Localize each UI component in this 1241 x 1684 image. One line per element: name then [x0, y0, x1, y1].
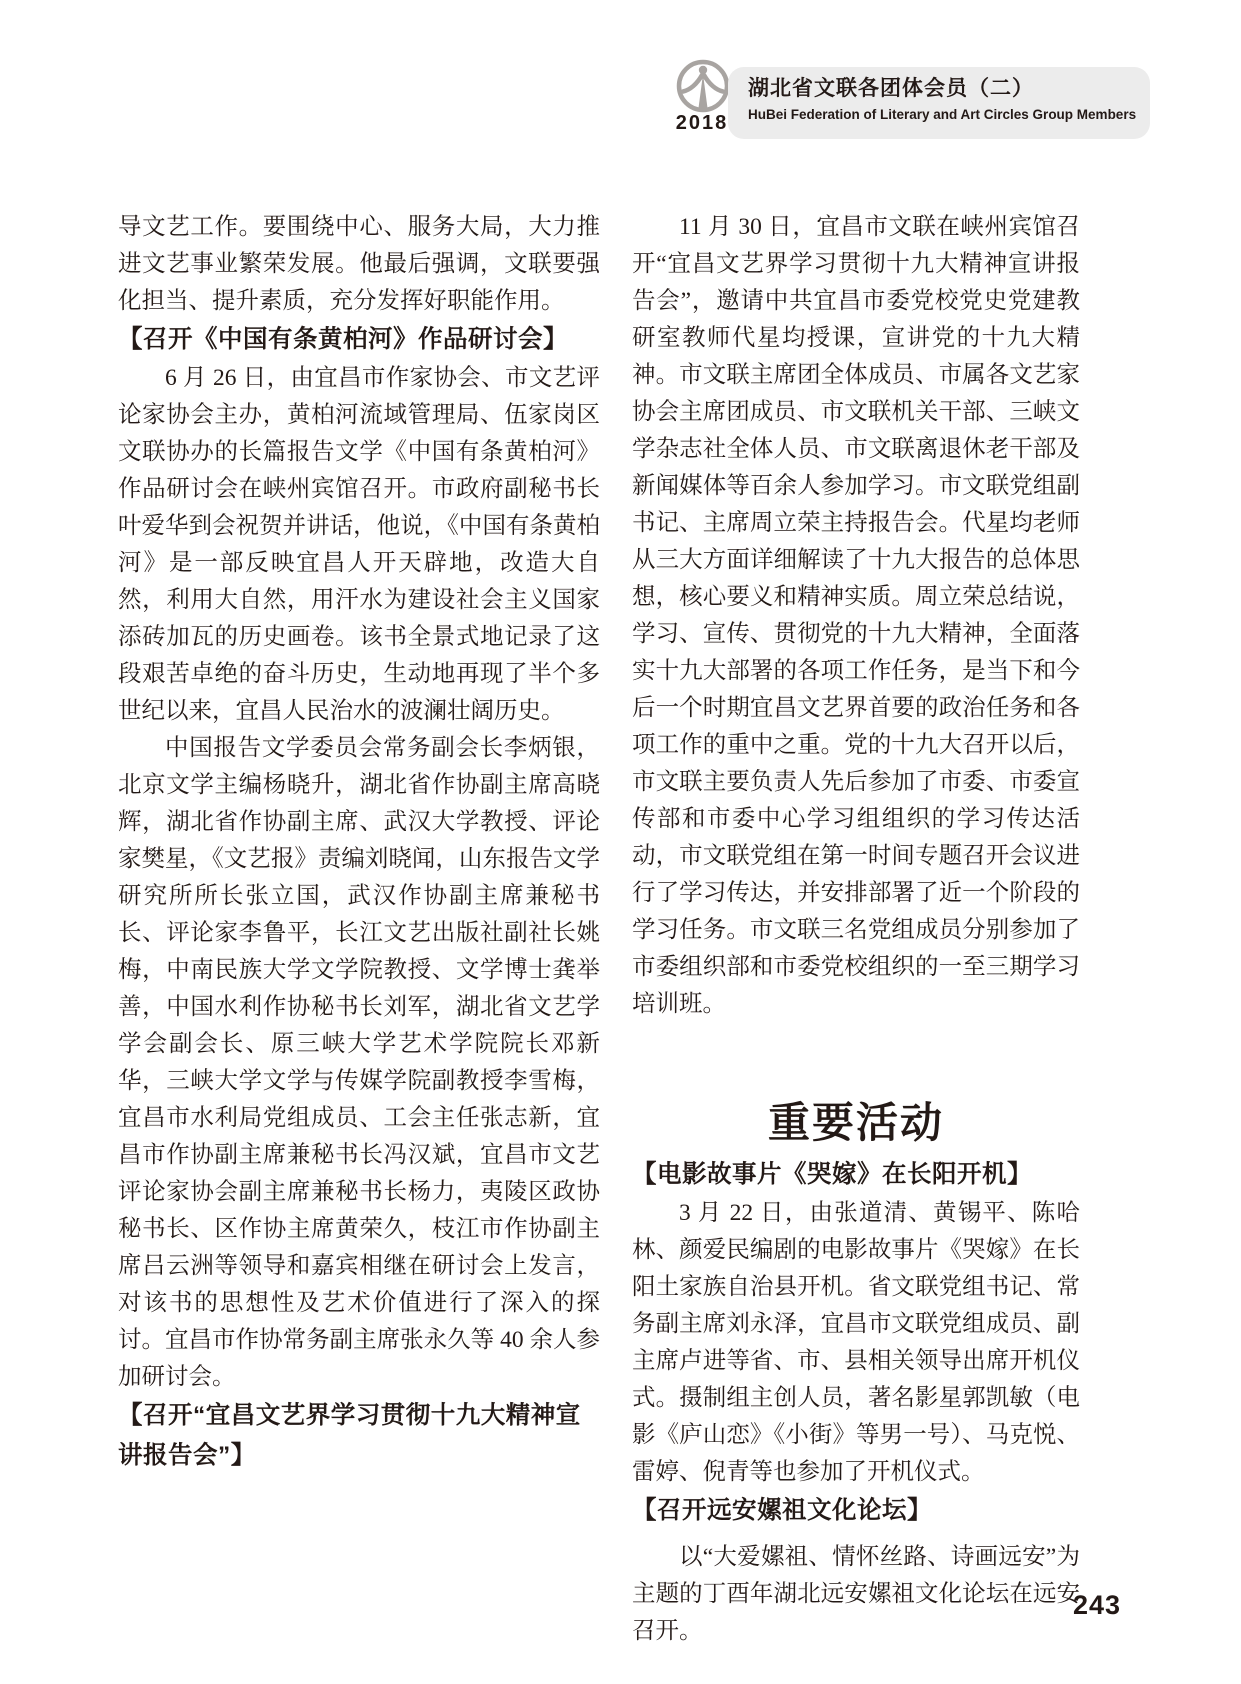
- paragraph: 中国报告文学委员会常务副会长李炳银，北京文学主编杨晓升，湖北省作协副主席高晓辉，湖北省作协副主席、武汉大学教授、评论家樊星，《文艺报》责编刘晓闻，山东报告文学研究所所长张立国，武汉作协副主席兼秘书长、评论家李鲁平，长江文艺出版社副社长姚梅，中南民族大学文学院教授、文学博士龚举善，中国水利作协秘书长刘军，湖北省文艺学学会副会长、原三峡大学艺术学院院长邓新华，三峡大学文学与传媒学院副教授李雪梅，宜昌市水利局党组成员、工会主任张志新，宜昌市作协副主席兼秘书长冯汉斌，宜昌市文艺评论家协会副主席兼秘书长杨力，夷陵区政协秘书长、区作协主席黄荣久，枝江市作协副主席吕云洲等领导和嘉宾相继在研讨会上发言，对该书的思想性及艺术价值进行了深入的探讨。宜昌市作协常务副主席张永久等 40 余人参加研讨会。: [118, 735, 600, 1390]
- year-label: 2018: [675, 112, 729, 134]
- article-heading-kujia-film: 【电影故事片《哭嫁》在长阳开机】: [632, 1161, 1032, 1188]
- paragraph: 3 月 22 日，由张道清、黄锡平、陈哈林、颜爱民编剧的电影故事片《哭嫁》在长阳土家族自治县开机。省文联党组书记、常务副主席刘永泽，宜昌市文联党组成员、副主席卢进等省、市、县相关领导出席开机仪式。摄制组主创人员，著名影星郭凯敏（电影《庐山恋》《小街》等男一号）、马克悦、雷婷、倪青等也参加了开机仪式。: [632, 1200, 1080, 1485]
- header-title-chinese: 湖北省文联各团体会员（二）: [748, 77, 1034, 100]
- paragraph: 11 月 30 日，宜昌市文联在峡州宾馆召开“宜昌文艺界学习贯彻十九大精神宣讲报告会”，邀请中共宜昌市委党校党史党建教研室教师代星均授课，宣讲党的十九大精神。市文联主席团全体成员、市属各文艺家协会主席团成员、市文联机关干部、三峡文学杂志社全体人员、市文联离退休老干部及新闻媒体等百余人参加学习。市文联党组副书记、主席周立荣主持报告会。代星均老师从三大方面详细解读了十九大报告的总体思想，核心要义和精神实质。周立荣总结说，学习、宣传、贯彻党的十九大精神，全面落实十九大部署的各项工作任务，是当下和今后一个时期宜昌文艺界首要的政治任务和各项工作的重中之重。党的十九大召开以后，市文联主要负责人先后参加了市委、市委宣传部和市委中心学习组组织的学习传达活动，市文联党组在第一时间专题召开会议进行了学习传达，并安排部署了近一个阶段的学习任务。市文联三名党组成员分别参加了市委组织部和市委党校组织的一至三期学习培训班。: [632, 214, 1080, 1017]
- left-column: [118, 209, 600, 1476]
- paragraph: 6 月 26 日，由宜昌市作家协会、市文艺评论家协会主办，黄柏河流域管理局、伍家岗区文联协办的长篇报告文学《中国有条黄柏河》作品研讨会在峡州宾馆召开。市政府副秘书长叶爱华到会祝贺并讲话，他说，《中国有条黄柏河》是一部反映宜昌人开天辟地，改造大自然，利用大自然，用汗水为建设社会主义国家添砖加瓦的历史画卷。该书全景式地记录了这段艰苦卓绝的奋斗历史，生动地再现了半个多世纪以来，宜昌人民治水的波澜壮阔历史。: [118, 365, 600, 724]
- page-number: 243: [1073, 1590, 1122, 1620]
- article-heading-huangbaihe: 【召开《中国有条黄柏河》作品研讨会】: [118, 326, 568, 353]
- right-column: [632, 209, 1080, 1650]
- paragraph-continuation: 导文艺工作。要围绕中心、服务大局，大力推进文艺事业繁荣发展。他最后强调，文联要强化担当、提升素质，充分发挥好职能作用。: [118, 214, 600, 314]
- header-title-english: HuBei Federation of Literary and Art Circles Group Members: [748, 107, 1137, 122]
- section-title-important-activities: 重要活动: [767, 1099, 944, 1146]
- paragraph: 以“大爱嫘祖、情怀丝路、诗画远安”为主题的丁酉年湖北远安嫘祖文化论坛在远安召开。: [632, 1544, 1080, 1644]
- article-heading-xuanjiang-baogaohui: 【召开“宜昌文艺界学习贯彻十九大精神宣讲报告会”】: [118, 1402, 581, 1469]
- header-title-box: [728, 67, 1150, 139]
- article-heading-leizu-forum: 【召开远安嫘祖文化论坛】: [632, 1497, 932, 1524]
